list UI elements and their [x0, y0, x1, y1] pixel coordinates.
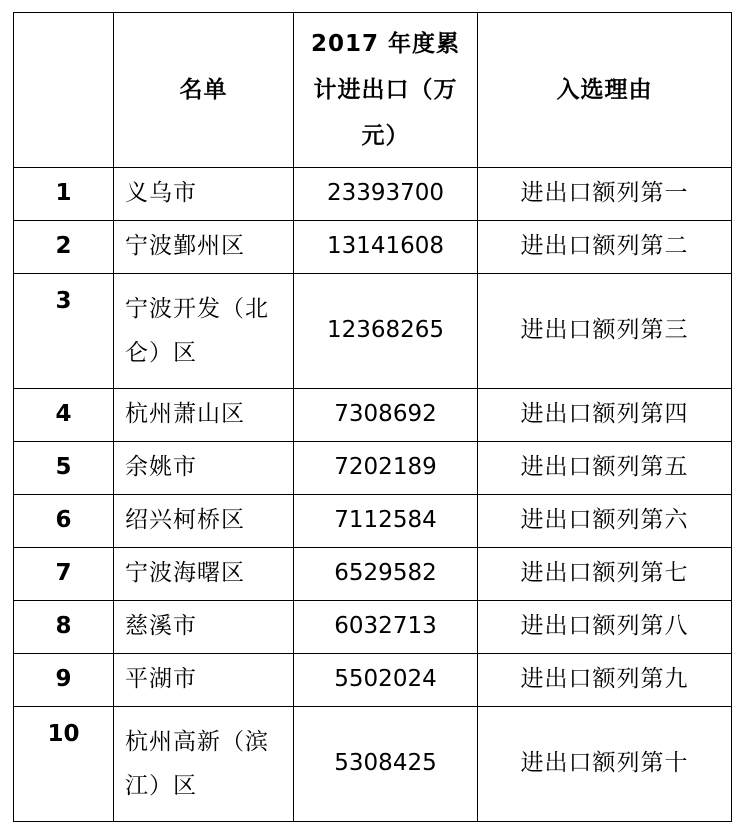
row-reason: 进出口额列第四: [478, 389, 732, 442]
row-rank: 7: [14, 548, 114, 601]
row-rank: 10: [14, 707, 114, 822]
row-rank: 4: [14, 389, 114, 442]
row-reason: 进出口额列第一: [478, 168, 732, 221]
row-rank: 9: [14, 654, 114, 707]
row-name: 杭州萧山区: [114, 389, 294, 442]
table-row: [14, 707, 732, 822]
row-name: 宁波鄞州区: [114, 221, 294, 274]
row-name: 宁波海曙区: [114, 548, 294, 601]
table-row: [14, 548, 732, 601]
row-value: 5308425: [294, 707, 478, 822]
header-value-label: 2017 年度累计进出口（万元）: [310, 31, 461, 149]
table-row: [14, 601, 732, 654]
ranking-table: [13, 12, 732, 822]
table-row: [14, 168, 732, 221]
row-reason: 进出口额列第九: [478, 654, 732, 707]
header-name-label: 名单: [179, 77, 228, 103]
row-value: 5502024: [294, 654, 478, 707]
row-name: 绍兴柯桥区: [114, 495, 294, 548]
row-rank: 6: [14, 495, 114, 548]
row-reason: 进出口额列第二: [478, 221, 732, 274]
row-value: 6529582: [294, 548, 478, 601]
row-value: 7112584: [294, 495, 478, 548]
table-row: [14, 495, 732, 548]
row-value: 6032713: [294, 601, 478, 654]
row-reason: 进出口额列第六: [478, 495, 732, 548]
row-value: 12368265: [294, 274, 478, 389]
table-header-row: [14, 13, 732, 168]
row-reason: 进出口额列第八: [478, 601, 732, 654]
row-name: 杭州高新（滨江）区: [114, 707, 294, 822]
row-name: 余姚市: [114, 442, 294, 495]
table-row: [14, 654, 732, 707]
row-value: 13141608: [294, 221, 478, 274]
table-row: [14, 389, 732, 442]
table-row: [14, 274, 732, 389]
row-rank: 1: [14, 168, 114, 221]
header-value: [294, 13, 478, 168]
row-name: 宁波开发（北仑）区: [114, 274, 294, 389]
header-reason: [478, 13, 732, 168]
row-rank: 2: [14, 221, 114, 274]
row-value: 7308692: [294, 389, 478, 442]
header-index: [14, 13, 114, 168]
row-rank: 3: [14, 274, 114, 389]
row-name: 义乌市: [114, 168, 294, 221]
document-page: [13, 12, 732, 822]
row-value: 23393700: [294, 168, 478, 221]
row-value: 7202189: [294, 442, 478, 495]
header-name: [114, 13, 294, 168]
row-reason: 进出口额列第十: [478, 707, 732, 822]
row-rank: 8: [14, 601, 114, 654]
row-reason: 进出口额列第三: [478, 274, 732, 389]
row-reason: 进出口额列第七: [478, 548, 732, 601]
row-name: 慈溪市: [114, 601, 294, 654]
table-row: [14, 221, 732, 274]
row-name: 平湖市: [114, 654, 294, 707]
table-row: [14, 442, 732, 495]
row-reason: 进出口额列第五: [478, 442, 732, 495]
row-rank: 5: [14, 442, 114, 495]
header-reason-label: 入选理由: [556, 77, 653, 103]
